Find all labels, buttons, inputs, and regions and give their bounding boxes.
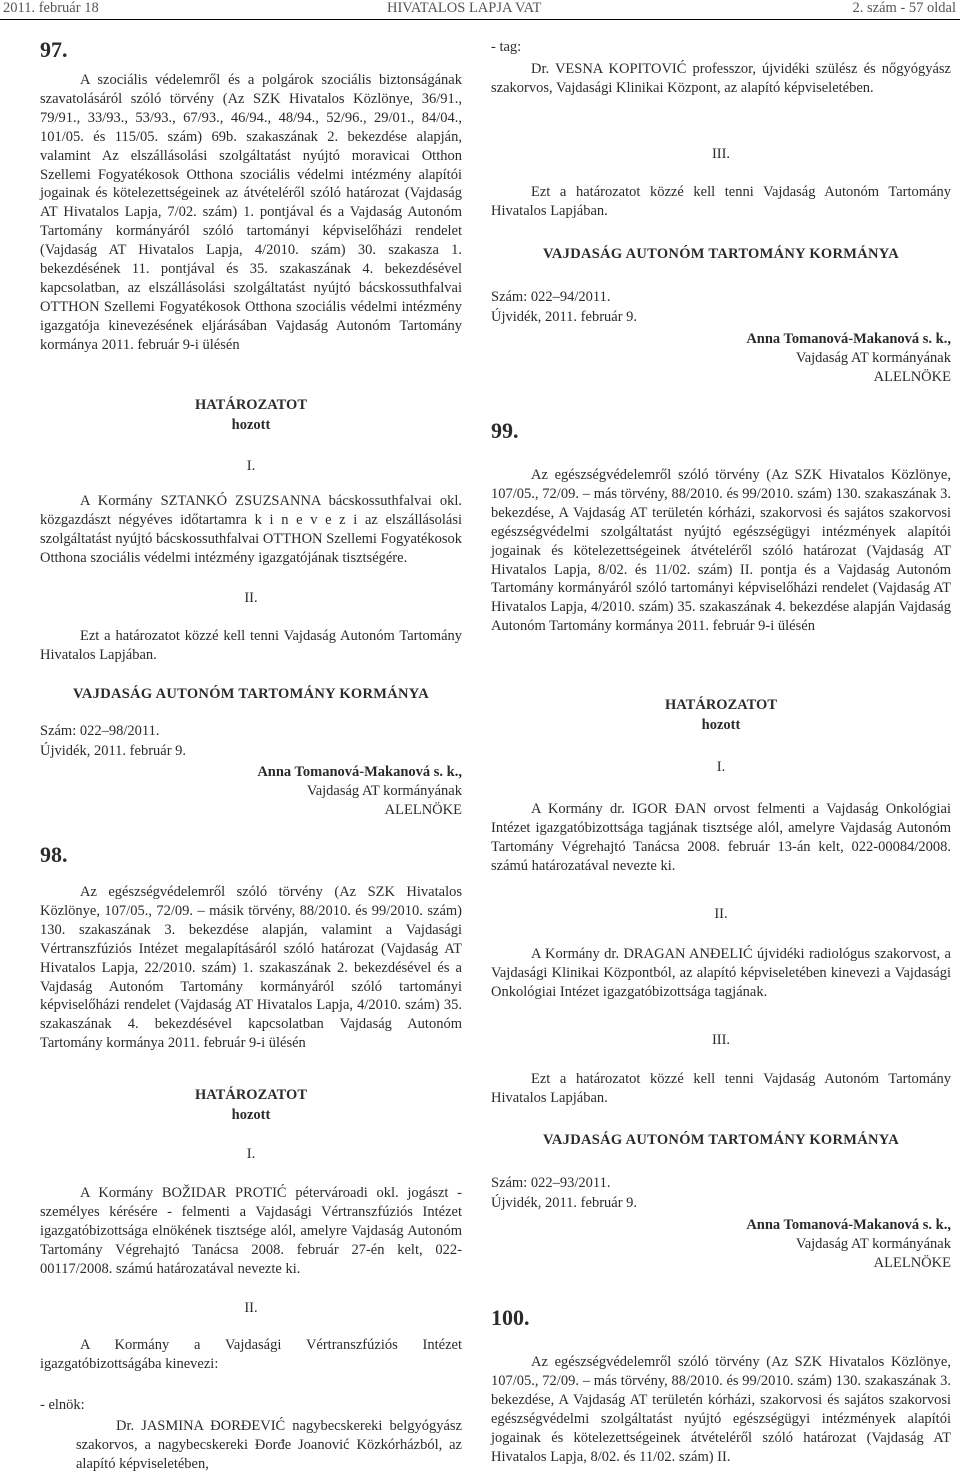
s98-elnok-text: Dr. JASMINA ĐORĐEVIĆ nagybecskereki belgyógyász szakorvos, a nagybecskereki Đorđe Joanović Közkórházból, az alapító képviseletében,: [76, 1418, 462, 1472]
s99-section-i-text: A Kormány dr. IGOR ĐAN orvost felmenti a Vajdaság Onkológiai Intézet igazgatóbizottsága tagjának tisztsége alól, amelyre Vajdaság Autonóm Tartomány Végrehajtó Tanácsa 2008. február 13-án kelt, 022-00084/2008. számú határozatával nevezte ki.: [491, 801, 951, 874]
s99-preamble: Az egészségvédelemről szóló törvény (Az SZK Hivatalos Közlönye, 107/05., 72/09. – más törvény, 88/2010. és 99/2010. szám) 130. szakaszának 3. bekezdése, A Vajdaság AT területén kórházi, szakorvosi és sajátos szakorvosi egészségvédelmi szolgáltatást nyújtó egészségügyi intézmények alapítói jogainak és kötelezettségeinek átvételéről szóló határozat (Vajdaság AT Hivatalos Lapja, 8/02. és 11/02. szám) II. pontja és a Vajdaság Autonóm Tartomány kormányáról szóló tartományi képviselőházi rendelet (Vajdaság AT Hivatalos Lapja, 4/2010. szám) 35. szakaszának 4. bekezdése alapján Vajdaság Autonóm Tartomány kormánya 2011. február 9-i ülésén: [491, 467, 951, 635]
s98-government: VAJDASÁG AUTONÓM TARTOMÁNY KORMÁNYA: [542, 246, 899, 262]
s100-preamble: Az egészségvédelemről szóló törvény (Az SZK Hivatalos Közlönye, 107/05., 72/09. – más törvény, 88/2010. és 99/2010. szám) 130. szakaszának 3. bekezdése, A Vajdaság AT területén kórházi, szakorvosi és sajátos szakorvosi egészségvédelmi szolgáltatást nyújtó egészségügyi intézmények alapítói jogainak és kötelezettségeinek átvételéről szóló határozat (Vajdaság AT Hivatalos Lapja, 8/02. és 11/02. szám) II.: [491, 1354, 951, 1465]
header-page-number: 2. szám - 57 oldal: [852, 0, 956, 16]
s98-tag-label: - tag:: [491, 39, 522, 55]
s98-tag-text: Dr. VESNA KOPITOVIĆ professzor, újvidéki szülész és nőgyógyász szakorvos, Vajdasági Klinikai Központ, az alapító képviseletében.: [491, 61, 951, 96]
s97-section-i-text: A Kormány SZTANKÓ ZSUZSANNA bácskossuthfalvai okl. közgazdászt négyéves időtartamra k i n e v e z i az elszállásolási szolgáltatást nyújtó bácskossuthfalvai OTTHON Szellemi Fogyatékosok Otthona szociális védelmi intézmény igazgatójának tisztségére.: [40, 493, 462, 566]
s99-section-ii: II.: [714, 906, 728, 922]
s99-place-date: Újvidék, 2011. február 9.: [491, 1195, 638, 1211]
s98-ref-number: Szám: 022–94/2011.: [491, 289, 611, 305]
s99-signer-title: ALELNÖKE: [873, 1255, 951, 1271]
s97-section-i: I.: [246, 458, 256, 474]
s99-section-ii-text: A Kormány dr. DRAGAN ANĐELIĆ újvidéki radiológus szakorvost, a Vajdasági Klinikai Központból, az alapító képviseletében kinevezi a Vajdasági Onkológiai Intézet igazgatóbizottsága tagjának.: [491, 946, 951, 1000]
header-title: HIVATALOS LAPJA VAT: [387, 0, 542, 16]
s98-section-iii-text: Ezt a határozatot közzé kell tenni Vajdaság Autonóm Tartomány Hivatalos Lapjában.: [491, 184, 951, 219]
s97-place-date: Újvidék, 2011. február 9.: [40, 743, 187, 759]
s98-section-i-text: A Kormány BOŽIDAR PROTIĆ pétervároadi okl. jogászt - személyes kérésére - felmenti a Vajdasági Vértranszfúziós Intézet igazgatóbizottsága elnökének tisztsége alól, amelyre Vajdaság Autonóm Tartomány Végrehajtó Tanácsa 2008. február 27-én kelt, 022-00117/2008. számú határozatával nevezte ki.: [40, 1185, 462, 1277]
s98-hozott: hozott: [231, 1107, 271, 1123]
header-rule: [0, 19, 960, 20]
s98-signature: [491, 330, 951, 387]
s98-section-ii: II.: [244, 1300, 258, 1316]
s98-preamble: Az egészségvédelemről szóló törvény (Az SZK Hivatalos Közlönye, 107/05., 72/09. – másik törvény, 88/2010. és 99/2010. szám) 130. szakaszának 3. bekezdése alapján, valamint a Vajdasági Vértranszfúziós Intézet megalapításáról szóló határozat (Vajdaság AT Hivatalos Lapja, 22/2010. szám) 1. szakaszának 2. bekezdésével és a Vajdaság Autonóm Tartomány kormányáról szóló tartományi képviselőházi rendelet (Vajdaság AT Hivatalos Lapja, 4/2010. szám) 35. szakaszának 4. bekezdésével kapcsolatban Vajdaság Autonóm Tartomány kormánya 2011. február 9-i ülésén: [40, 884, 462, 1052]
s97-signer-title: ALELNÖKE: [384, 802, 462, 818]
s97-hatarozatot: HATÁROZATOT: [195, 397, 307, 413]
s97-section-ii: II.: [244, 590, 258, 606]
header-date: 2011. február 18: [3, 0, 99, 16]
s99-hatarozatot: HATÁROZATOT: [665, 697, 777, 713]
s98-section-i: I.: [246, 1146, 256, 1162]
s98-hatarozatot: HATÁROZATOT: [195, 1087, 307, 1103]
s97-hozott: hozott: [231, 417, 271, 433]
s99-ref-number: Szám: 022–93/2011.: [491, 1175, 611, 1191]
page-header: [0, 0, 960, 18]
s99-section-iii: III.: [711, 1032, 731, 1048]
s98-section-ii-text: A Kormány a Vajdasági Vértranszfúziós Intézet igazgatóbizottságába kinevezi:: [40, 1337, 462, 1372]
s97-ref-number: Szám: 022–98/2011.: [40, 723, 160, 739]
s99-section-iii-text: Ezt a határozatot közzé kell tenni Vajdaság Autonóm Tartomány Hivatalos Lapjában.: [491, 1071, 951, 1106]
s99-signer: Anna Tomanová-Makanová s. k.,: [746, 1217, 951, 1233]
s99-signer-role: Vajdaság AT kormányának: [795, 1236, 951, 1252]
section-number-98: 98.: [40, 842, 68, 867]
s98-signer: Anna Tomanová-Makanová s. k.,: [746, 331, 951, 347]
s97-government: VAJDASÁG AUTONÓM TARTOMÁNY KORMÁNYA: [72, 686, 429, 702]
s97-signer: Anna Tomanová-Makanová s. k.,: [257, 764, 462, 780]
s98-place-date: Újvidék, 2011. február 9.: [491, 309, 638, 325]
section-number-99: 99.: [491, 418, 519, 443]
s97-signature: [40, 763, 462, 820]
s98-section-iii: III.: [711, 146, 731, 162]
s97-signer-role: Vajdaság AT kormányának: [306, 783, 462, 799]
s99-hozott: hozott: [701, 717, 741, 733]
section-number-97: 97.: [40, 37, 68, 62]
s97-section-ii-text: Ezt a határozatot közzé kell tenni Vajdaság Autonóm Tartomány Hivatalos Lapjában.: [40, 628, 462, 663]
s98-signer-title: ALELNÖKE: [873, 369, 951, 385]
s99-signature: [491, 1216, 951, 1273]
s99-section-i: I.: [716, 759, 726, 775]
s98-elnok-label: - elnök:: [40, 1397, 85, 1413]
section-number-100: 100.: [491, 1305, 530, 1330]
s98-signer-role: Vajdaság AT kormányának: [795, 350, 951, 366]
s97-preamble: A szociális védelemről és a polgárok szociális biztonságának szavatolásáról szóló törvény (Az SZK Hivatalos Közlönye, 36/91., 79/91., 33/93., 53/93., 67/93., 46/94., 48/94., 52/96., 29/01., 84/04., 101/05. és 115/05. szám) 69b. szakaszának 2. bekezdése alapján, valamint Az elszállásolási szolgáltatást nyújtó moravicai Otthon Szellemi Fogyatékosok Otthona szociális védelmi intézmény alapítói jogainak és kötelezettségeinek az átvételéről szóló határozat (Vajdaság AT Hivatalos Lapja, 7/02. szám) 1. pontjával és a Vajdaság Autonóm Tartomány kormányáról szóló tartományi képviselőházi rendelet (Vajdaság AT Hivatalos Lapja, 4/2010. szám) 30. szakasza 1. bekezdésének 11. pontjával és 35. szakaszának 4. bekezdésével kapcsolatban, az elszállásolási szolgáltatást nyújtó bácskossuthfalvai OTTHON Szellemi Fogyatékosok Otthona szociális védelmi intézmény igazgatója kinevezésének eljárásában Vajdaság Autonóm Tartomány kormánya 2011. február 9-i ülésén: [40, 72, 462, 353]
s99-government: VAJDASÁG AUTONÓM TARTOMÁNY KORMÁNYA: [542, 1132, 899, 1148]
